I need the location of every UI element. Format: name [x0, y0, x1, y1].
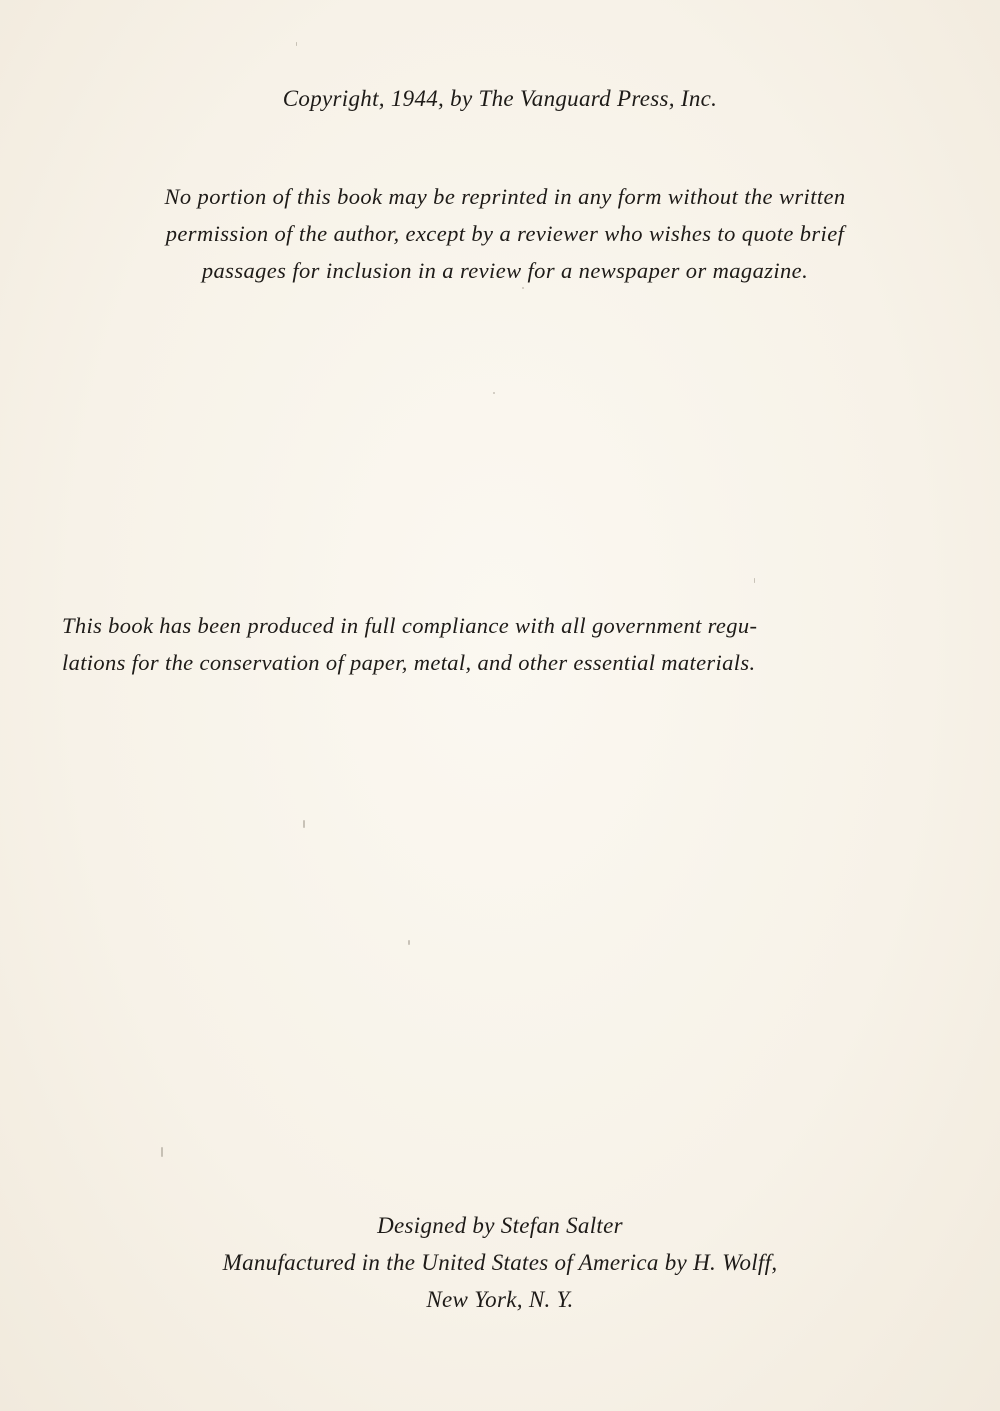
manufacturer-credit: Manufactured in the United States of America by H. Wolff, — [222, 1250, 778, 1275]
copyright-text: Copyright, 1944, by The Vanguard Press, Inc. — [282, 86, 718, 111]
production-credits — [0, 1207, 1000, 1318]
compliance-line: This book has been produced in full compliance with all government regu- — [62, 613, 758, 638]
paper-speck — [408, 940, 410, 945]
paper-speck — [493, 392, 495, 394]
manufacturer-location: New York, N. Y. — [426, 1287, 574, 1312]
notice-line: permission of the author, except by a reviewer who wishes to quote brief — [165, 221, 845, 246]
compliance-line: lations for the conservation of paper, metal, and other essential materials. — [62, 650, 756, 675]
paper-speck — [754, 578, 755, 583]
notice-line: No portion of this book may be reprinted in any form without the written — [164, 184, 846, 209]
paper-speck — [303, 820, 305, 828]
paper-speck — [522, 287, 524, 289]
notice-line: passages for inclusion in a review for a newspaper or magazine. — [201, 258, 809, 283]
reprint-notice — [60, 178, 950, 289]
paper-speck — [161, 1147, 163, 1157]
paper-speck — [296, 42, 297, 46]
designer-credit: Designed by Stefan Salter — [377, 1213, 623, 1238]
copyright-line — [0, 86, 1000, 112]
compliance-statement — [62, 607, 950, 681]
